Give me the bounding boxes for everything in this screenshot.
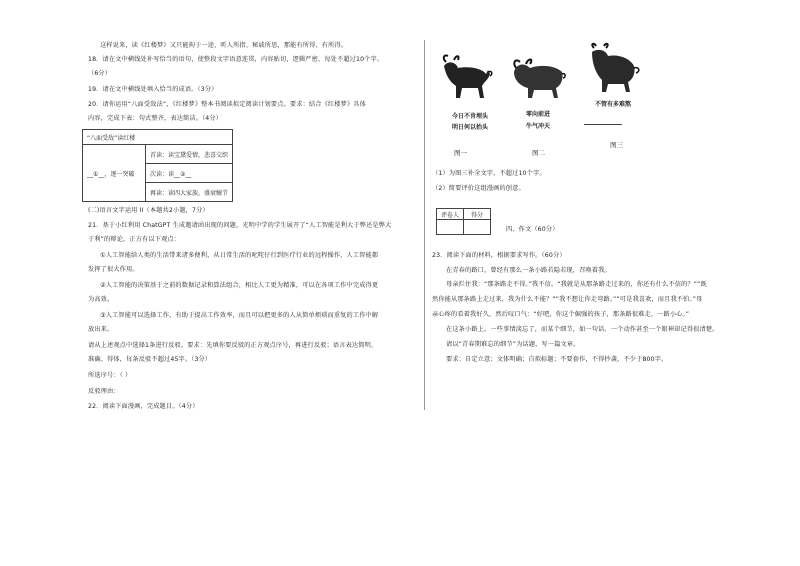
ox-cartoon-2-image	[508, 50, 568, 104]
grader-label: 评卷人	[437, 209, 464, 220]
question-19: 19．请在文中横线处填入恰当的成语。（3分）	[88, 86, 218, 93]
essay-line-3: 然你能从那条路上走过来，我为什么不能？”“我不想让你走弯路。”“可是我喜欢，而且我不怕。”母	[432, 296, 703, 303]
answer-number-field[interactable]: 所选序号：（ ）	[88, 372, 132, 379]
question-18: 18．请在文中横线处补写恰当的语句，使整段文字语意连贯，内容贴切，逻辑严密，每处不超过10个字。	[88, 56, 384, 63]
table-cell-second-read: 次读：读__②__	[146, 164, 233, 183]
score-label: 得分	[464, 209, 491, 220]
essay-line-2: 母亲拦住我：“那条路走不得。”我不信。“我就是从那条路走过来的，你还有什么不信的？”“既	[446, 281, 707, 288]
question-18-score: （6分）	[88, 70, 112, 77]
question-21-requirement: 请从上述观点中选择1条进行反驳。要求：先填你要反驳的正方观点序号，再进行反驳；语言表达简明、	[88, 342, 378, 349]
cartoon-3-blank-line	[584, 124, 622, 125]
grading-box	[436, 208, 491, 235]
rebuttal-reason-field[interactable]: 反驳理由：	[88, 388, 120, 395]
score-cell[interactable]	[464, 220, 491, 235]
essay-line-1: 在青春的路口，曾经有那么一条小路若隐若现，召唤着我。	[446, 267, 611, 274]
essay-line-4: 亲心疼的看着我好久，然后叹口气：“好吧，你这个倔强的孩子，那条路很难走，一路小心。”	[432, 311, 690, 318]
question-20-cont: 内容，完成下表：句式整齐，表达简洁。（4分）	[88, 115, 223, 122]
table-header: “八面受敌”读红楼	[83, 130, 233, 145]
cartoon-1-caption-a: 今日不肯埋头	[451, 113, 488, 120]
question-22-part-2: （2）简要评价这组漫画的创意。	[432, 185, 525, 192]
cartoon-2-caption-b: 牛气冲天	[525, 123, 550, 130]
question-22-part-1: （1）为图三补全文字，不超过10个字。	[432, 170, 546, 177]
cartoon-1-caption-b: 明日何以抬头	[451, 124, 488, 131]
question-23: 23．阅读下面的材料，根据要求写作。（60分）	[432, 252, 566, 259]
cartoon-2-caption-a: 零向前进	[525, 111, 550, 118]
cartoon-3-caption: 不管有多难熬	[594, 101, 631, 108]
reading-plan-table	[82, 129, 233, 202]
table-cell-third-read: 再读：读四大家族，盛衰嬗节	[146, 183, 233, 202]
table-row-label: __①__，逐一突破	[83, 145, 146, 202]
ox-cartoon-3-image	[584, 42, 642, 96]
section-4-heading: 四、作文（60分）	[506, 226, 559, 233]
column-divider	[424, 40, 425, 410]
question-21: 21．基于小红利用 ChatGPT 生成邀请函出现的问题，光明中学的学生展开了“人工智能是利大于弊还是弊大	[88, 222, 392, 229]
question-22: 22．阅读下面漫画，完成题目。（4分）	[88, 403, 199, 410]
passage-line: 这样说来，读《红楼梦》又只能拘于一途，听人所指、秘戚所思，那能有所得、有所得。	[100, 42, 348, 49]
grader-cell[interactable]	[437, 220, 464, 235]
question-21-cont: 于利”的辩论，正方有以下观点：	[88, 236, 181, 243]
essay-line-5: 在这条小路上，一些事情淡忘了，而某个细节，如一句话、一个动作甚至一个眼神却记得很清楚。	[446, 326, 719, 333]
viewpoint-2: ②人工智能的决策基于之前的数据记录和算法组合，相比人工更为精准，可以在各项工作中完成得更	[100, 282, 379, 289]
figure-1-caption: 图一	[454, 149, 467, 157]
viewpoint-3-cont: 放出来。	[88, 326, 114, 333]
figure-2-caption: 图二	[532, 149, 545, 157]
question-21-requirement-cont: 准确、得体，每条反驳不超过45字。（3分）	[88, 356, 212, 363]
viewpoint-2-cont: 为高效。	[88, 296, 114, 303]
section-heading: (二)语言文字运用 II（本题共2小题，7分）	[88, 207, 209, 214]
figure-3-caption: 图三	[610, 141, 623, 149]
viewpoint-1-cont: 发挥了很大作用。	[88, 266, 139, 273]
viewpoint-1: ①人工智能给人类的生活带来诸多便利，从日常生活的叱咤仔行到医疗行业的远程操作，人工智能都	[100, 252, 379, 259]
ox-cartoon-1-image	[438, 52, 494, 104]
question-20: 20．请你运用“八面受敌法”，《红楼梦》整本书阅读拟定阅读计划要点。要求：结合《红楼梦》具体	[88, 101, 366, 108]
viewpoint-3: ③人工智能可以选择工作，有助于提高工作效率，而且可以把更多的人从简单烦琐而重复的工作中解	[100, 312, 379, 319]
essay-requirements: 要求：自定立意；文体明确；自拟标题；不要套作，不得抄袭，不少于800字。	[446, 356, 668, 363]
table-cell-first-read: 首读：读宝黛爱情，悲喜交织	[146, 145, 233, 164]
essay-prompt: 请以“青春期难忘的细节”为话题，写一篇文章。	[446, 341, 580, 348]
